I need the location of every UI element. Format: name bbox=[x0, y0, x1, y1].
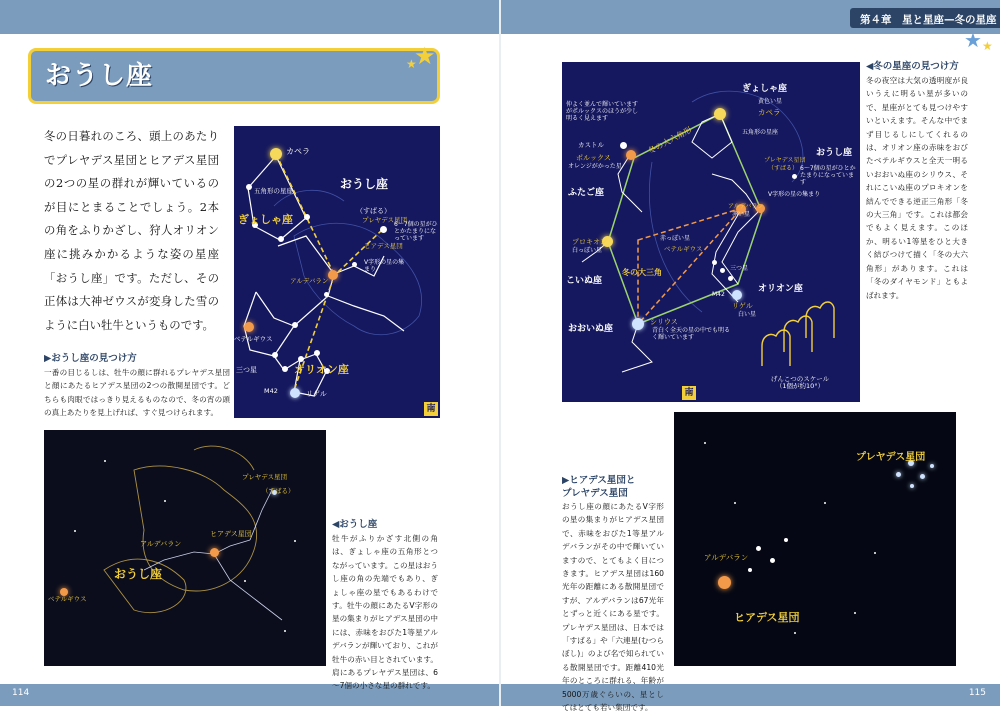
capella-star bbox=[270, 148, 282, 160]
star-marker bbox=[770, 558, 775, 563]
label-auriga: ぎょしゃ座 bbox=[742, 84, 788, 94]
label-v-note: V字形の星の集まり bbox=[364, 259, 405, 273]
south-marker: 南 bbox=[682, 386, 696, 400]
chapter-tab bbox=[850, 8, 1000, 28]
label-betelgeuse: ベテルギウス bbox=[48, 595, 87, 603]
label-belt: 三つ星 bbox=[730, 265, 749, 272]
star-marker bbox=[272, 352, 278, 358]
winter-find-heading: ◀冬の星座の見つけ方 bbox=[866, 61, 959, 72]
taurus-finder-chart bbox=[234, 126, 440, 418]
label-orion: オリオン座 bbox=[294, 363, 349, 376]
clusters-photo bbox=[674, 412, 956, 666]
label-hyades: ヒアデス星団 bbox=[734, 611, 800, 624]
pleiades-cluster bbox=[910, 484, 914, 488]
star-marker bbox=[712, 260, 717, 265]
star-marker bbox=[380, 226, 387, 233]
label-orion: オリオン座 bbox=[758, 284, 803, 294]
label-scale: げんこつのスケール （1個が約10°） bbox=[770, 375, 830, 391]
star-icon: ★ bbox=[414, 42, 436, 70]
aldebaran-star bbox=[210, 548, 219, 557]
star-marker bbox=[244, 580, 246, 582]
label-betelgeuse: ベテルギウス bbox=[234, 335, 273, 343]
label-sirius: シリウス bbox=[650, 318, 678, 326]
label-taurus: おうし座 bbox=[114, 567, 163, 581]
label-aldebaran: アルデバラン bbox=[704, 553, 749, 562]
label-canis-minor: こいぬ座 bbox=[566, 276, 603, 286]
star-marker bbox=[282, 366, 288, 372]
page-gutter bbox=[499, 0, 501, 706]
star-marker bbox=[284, 630, 286, 632]
label-gemini: ふたご座 bbox=[568, 188, 605, 198]
page-title: おうし座 bbox=[45, 61, 154, 91]
star-marker bbox=[784, 538, 788, 542]
capella-star bbox=[714, 108, 726, 120]
label-procyon-color: 白っぽい星 bbox=[572, 247, 603, 254]
star-marker bbox=[314, 350, 320, 356]
title-box bbox=[28, 48, 440, 104]
taurus-caption-heading: ◀おうし座 bbox=[332, 519, 378, 530]
aldebaran-star bbox=[328, 270, 338, 280]
label-v-note: V字形の星の集まり bbox=[768, 191, 821, 198]
star-marker bbox=[824, 502, 826, 504]
label-subaru: （すばる） bbox=[356, 207, 391, 215]
clusters-heading: ▶ヒアデス星団と プレヤデス星団 bbox=[562, 475, 636, 499]
label-auriga: ぎょしゃ座 bbox=[238, 213, 293, 226]
label-gemini-note: 仲よく並んで輝いていますがポルックスのほうが少し明るく見えます bbox=[566, 101, 639, 122]
page-number-right: 115 bbox=[968, 688, 986, 698]
star-marker bbox=[246, 184, 252, 190]
label-aldebaran: アルデバラン bbox=[140, 540, 182, 548]
star-marker bbox=[278, 236, 284, 242]
label-red-star: 赤っぽい星 bbox=[660, 235, 691, 242]
label-taurus: おうし座 bbox=[816, 148, 853, 158]
label-procyon: プロキオン bbox=[572, 238, 607, 246]
label-capella: カペラ bbox=[758, 108, 781, 117]
winter-find-text: 冬の夜空は大気の透明度が良いうえに明るい星が多いので、星座がとても見つけやすいといえます。そんな中でまず目じるしにしてくれるのは、オリオン座の赤味をおびたベテルギウスと全天一明るいおおいぬ座のシリウス、それにこいぬ座のプロキオンを結んでできる逆正三角形「冬の大三角」です。これは都会でもよく見えます。このほか、明るい1等星をひと大きく結びつけて描く「冬の大六角形」があります。これは「冬のダイヤモンド」ともよばれます。 bbox=[866, 76, 968, 300]
label-aldebaran: アルデバラン bbox=[728, 203, 764, 210]
winter-sky-chart bbox=[562, 62, 860, 402]
label-canis-major: おおいぬ座 bbox=[568, 324, 614, 334]
label-taurus: おうし座 bbox=[340, 177, 389, 191]
label-pleiades-note: 6～7個の星がひとかたまりになっています bbox=[800, 165, 856, 186]
castor-star bbox=[620, 142, 627, 149]
taurus-caption-text: 牡牛がふりかざす北側の角は、ぎょしゃ座の五角形とつながっています。この星はおうし座の角の先端でもあり、ぎょしゃ座の星でもあるわけです。牡牛の顔にあたるV字形の星の集まりがヒアデス星団の中には、赤味をおびた1等星アルデバランが輝いており、これが牡牛の赤い目とされています。肩にあるプレヤデス星団は、6～7個の小さな星の群れです。 bbox=[332, 534, 439, 691]
star-icon: ★ bbox=[964, 28, 982, 52]
pleiades-cluster bbox=[930, 464, 934, 468]
label-rigel: リゲル bbox=[732, 302, 753, 310]
label-belt: 三つ星 bbox=[236, 366, 257, 374]
fist-scale-icon bbox=[752, 302, 842, 370]
label-castor: カストル bbox=[578, 141, 604, 149]
label-rigel-color: 白い星 bbox=[738, 311, 757, 318]
label-pleiades: プレヤデス星団 bbox=[362, 216, 407, 224]
label-pleiades: プレヤデス星団 bbox=[242, 473, 287, 481]
label-capella-color: 黄色い星 bbox=[758, 98, 783, 105]
label-m42: M42 bbox=[712, 291, 725, 298]
label-hyades: ヒアデス星団 bbox=[210, 530, 252, 538]
label-sirius-note: 青白く全天の星の中でも明るく輝いています bbox=[652, 327, 731, 341]
label-pollux-color: オレンジがかった星 bbox=[568, 163, 622, 170]
star-marker bbox=[304, 214, 310, 220]
chapter-label: 第４章 星と星座—冬の星座 bbox=[860, 14, 997, 26]
label-pentagon: 五角形の星座 bbox=[742, 129, 779, 136]
star-marker bbox=[352, 262, 357, 267]
rigel-star bbox=[732, 290, 742, 300]
south-marker: 南 bbox=[424, 402, 438, 416]
star-marker bbox=[734, 502, 736, 504]
star-marker bbox=[164, 500, 166, 502]
pleiades-cluster bbox=[792, 174, 797, 179]
star-marker bbox=[104, 460, 106, 462]
star-marker bbox=[74, 530, 76, 532]
label-hyades: ヒアデス星団 bbox=[364, 242, 403, 250]
star-marker bbox=[854, 612, 856, 614]
rigel-star bbox=[290, 388, 300, 398]
taurus-photo bbox=[44, 430, 326, 666]
label-triangle: 冬の大三角 bbox=[622, 268, 662, 277]
find-taurus-text: 一番の目じるしは、牡牛の顔に群れるプレヤデス星団と顔にあたるヒアデス星団の2つの散開星団です。どちらも肉眼ではっきり見えるものなので、冬の宵の頭の真上あたりを見上げれば、すぐ見つけられます。 bbox=[44, 368, 230, 418]
clusters-text: おうし座の顔にあたるV字形の星の集まりがヒアデス星団で、赤味をおびた1等星アルデバランがその中で輝いていますので、とてもよく目につきます。ヒアデス星団は160光年の距離にある散開星団ですが、アルデバランは67光年とずっと近くにある星です。プレヤデス星団は、日本では「すばる」や「六連星(むつらぼし)」のよび名で知られている散開星団です。距離410光年のところに群れる、年齢が5000万歳ぐらいの、星としてはとても若い集団です。 bbox=[562, 502, 664, 713]
star-marker bbox=[294, 540, 296, 542]
betelgeuse-star bbox=[244, 322, 254, 332]
label-capella: カペラ bbox=[286, 147, 310, 156]
pollux-star bbox=[626, 150, 636, 160]
label-pleiades: プレヤデス星団 bbox=[856, 452, 926, 463]
star-icon: ★ bbox=[982, 39, 993, 53]
label-aldebaran: アルデバラン bbox=[290, 277, 329, 285]
label-aldebaran-color: 赤い星 bbox=[732, 211, 751, 218]
label-m42: M42 bbox=[264, 387, 278, 395]
label-pleiades-note: 6～7個の星がひとかたまりになっています bbox=[394, 221, 438, 242]
star-marker bbox=[292, 322, 298, 328]
aldebaran-star bbox=[718, 576, 731, 589]
star-marker bbox=[756, 546, 761, 551]
star-marker bbox=[748, 568, 752, 572]
intro-text: 冬の日暮れのころ、頭上のあたりでプレヤデス星団とヒアデス星団の2つの星の群れが輝いているのが目にとまることでしょう。2本の角をふりかざし、狩人オリオン座に挑みかかるような姿の星座「おうし座」です。ただし、その正体は大神ゼウスが変身した雪のように白い牡牛というものです。 bbox=[44, 129, 219, 332]
find-taurus-heading: ▶おうし座の見つけ方 bbox=[44, 353, 137, 364]
sirius-star bbox=[632, 318, 644, 330]
label-pollux: ポルックス bbox=[576, 154, 611, 162]
label-subaru: （すばる） bbox=[768, 165, 799, 172]
star-marker bbox=[794, 632, 796, 634]
pleiades-cluster bbox=[896, 472, 901, 477]
label-subaru: （すばる） bbox=[262, 487, 295, 495]
label-pentagon: 五角形の星座 bbox=[254, 187, 293, 195]
label-pleiades: プレヤデス星団 bbox=[764, 157, 806, 164]
star-marker bbox=[324, 292, 329, 297]
star-marker bbox=[874, 552, 876, 554]
star-icon: ★ bbox=[406, 57, 417, 71]
page-number-left: 114 bbox=[12, 688, 30, 698]
label-hexagon: 冬の大六角形 bbox=[646, 125, 694, 156]
label-betelgeuse: ベテルギウス bbox=[664, 245, 703, 253]
star-marker bbox=[298, 356, 304, 362]
star-marker bbox=[704, 442, 706, 444]
pleiades-cluster bbox=[920, 474, 925, 479]
star-marker bbox=[720, 268, 725, 273]
label-rigel: リゲル bbox=[306, 390, 327, 398]
star-marker bbox=[728, 276, 733, 281]
